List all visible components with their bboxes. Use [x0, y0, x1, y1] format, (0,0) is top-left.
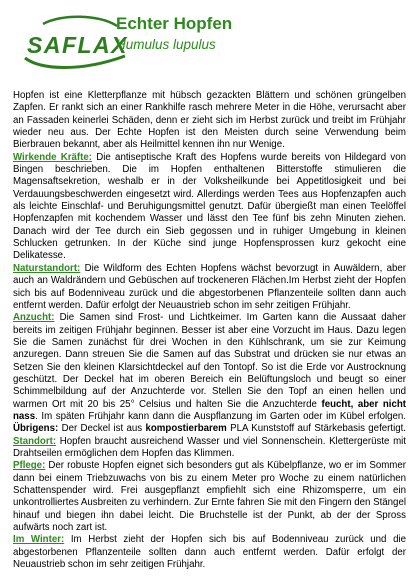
- section-heading: Pflege:: [13, 460, 46, 472]
- content: [13, 90, 406, 571]
- section-text: . Im späten Frühjahr kann dann die Auspflanzung im Garten oder im Kübel erfolgen.: [35, 410, 406, 422]
- section-text: Die antiseptische Kraft des Hopfens wurde bereits von Hildegard von Bingen beschrieben. Die im Hopfen enthaltenen Bitterstoffe stimulieren die Magensaftsekretion, weshalb er in der Volksheilkunde bei Appetitlosigkeit und bei Verdauungsbeschwerden eingesetzt wird. Allerdings werden Tees aus Hopfenzapfen auch als leichte Einschlaf- und Beruhigungsmittel genutzt. Dafür übergießt man einen Teelöffel Hopfenzapfen mit kochendem Wasser und lässt den Tee fünf bis zehn Minuten ziehen. Danach wird der Tee durch ein Sieb gegossen und in ruhiger Umgebung in kleinen Schlucken getrunken. In der Küche sind junge Hopfensprossen kurz gekocht eine Delikatesse.: [13, 151, 406, 262]
- section-pflege: [13, 460, 406, 534]
- section-text: Die Wildform des Echten Hopfens wächst bevorzugt in Auwäldern, aber auch an Waldrändern und Gebüschen auf trockeneren Flächen.Im Herbst zieht der Hopfen sich bis auf Bodenniveau zurück und die abgestorbenen Pflanzenteile sollten dann auch entfernt werden. Dafür erfolgt der Neuaustrieb schon im sehr zeitigen Frühjahr.: [13, 262, 406, 311]
- section-winter: [13, 534, 406, 571]
- page-subtitle: Humulus lupulus: [116, 37, 216, 52]
- section-heading: Naturstandort:: [13, 262, 81, 274]
- bold-text: Übrigens:: [13, 423, 59, 435]
- section-text: Der Deckel ist aus: [58, 423, 146, 435]
- bold-text: feucht, aber nicht nass: [13, 398, 406, 422]
- section-heading: Anzucht:: [13, 312, 55, 324]
- section-text: Der robuste Hopfen eignet sich besonders gut als Kübelpflanze, wo er im Sommer dann bei einem Triebzuwachs von bis zu einem Meter pro Woche zu einem natürlichen Schattenspender wird. Frei ausgepflanzt empfiehlt sich eine Rhizomsperre, um ein unkontrolliertes Ausbreiten zu verhindern. Zur Ernte fahren Sie mit den Fingern den Stängel hinauf und biegen ihn dabei leicht. Die Bruchstelle ist der Punkt, ab der der Spross aufwärts noch zart ist.: [13, 460, 406, 534]
- section-wirkende: [13, 152, 406, 263]
- intro-paragraph: Hopfen ist eine Kletterpflanze mit hübsch gezackten Blättern und schönen grüngelben Zapfen. Er rankt sich an einer Rankhilfe rasch mehrere Meter in die Höhe, verursacht aber an Fassaden keinerlei Schäden, denn er zieht sich im Herbst zurück und treibt im Frühjahr wieder neu aus. Der Echte Hopfen ist den Meisten durch seine Verwendung beim Bierbrauen bekannt, aber als Heilmittel kennen ihn nur Wenige.: [13, 90, 406, 151]
- page-title: Echter Hopfen: [116, 14, 233, 33]
- section-heading: Im Winter:: [13, 534, 65, 546]
- section-heading: Wirkende Kräfte:: [13, 151, 92, 163]
- bold-text: kompostierbarem: [145, 423, 227, 435]
- section-text: PLA Kunststoff auf Stärkebasis gefertigt.: [226, 423, 406, 435]
- section-naturstandort: [13, 263, 406, 312]
- section-text: Hopfen braucht ausreichend Wasser und viel Sonnenschein. Klettergerüste mit Drahtseilen ermöglichen dem Hopfen das Klimmen.: [13, 435, 406, 459]
- section-text: Im Herbst zieht der Hopfen sich bis auf Bodenniveau zurück und die abgestorbenen Pflanzenteile sollten dann auch entfernt werden. Dafür erfolgt der Neuaustrieb schon im sehr zeitigen Frühjahr.: [13, 534, 406, 571]
- brand-logo: SAFLAX: [27, 32, 128, 58]
- section-heading: Standort:: [13, 435, 57, 447]
- section-text: Die Samen sind Frost- und Lichtkeimer. Im Garten kann die Aussaat daher bereits im zeitigen Frühjahr beginnen. Besser ist aber eine Vorzucht im Haus. Dazu legen Sie die Samen zunächst für drei Wochen in den Kühlschrank, um sie zur Keimung anzuregen. Dann streuen Sie die Samen auf das Substrat und drücken sie nur etwas an Setzen Sie den kleinen Klarsichtdeckel auf den Tontopf. So ist die Erde vor Austrocknung geschützt. Der Deckel hat im oberen Bereich ein Belüftungsloch und beugt so einer Schimmelbildung auf der Anzuchterde vor. Stellen Sie den Topf an einen hellen und warmen Ort mit 20 bis 25° Celsius und halten Sie die Anzuchterde: [13, 312, 406, 410]
- section-anzucht: [13, 312, 406, 460]
- header: [13, 0, 406, 88]
